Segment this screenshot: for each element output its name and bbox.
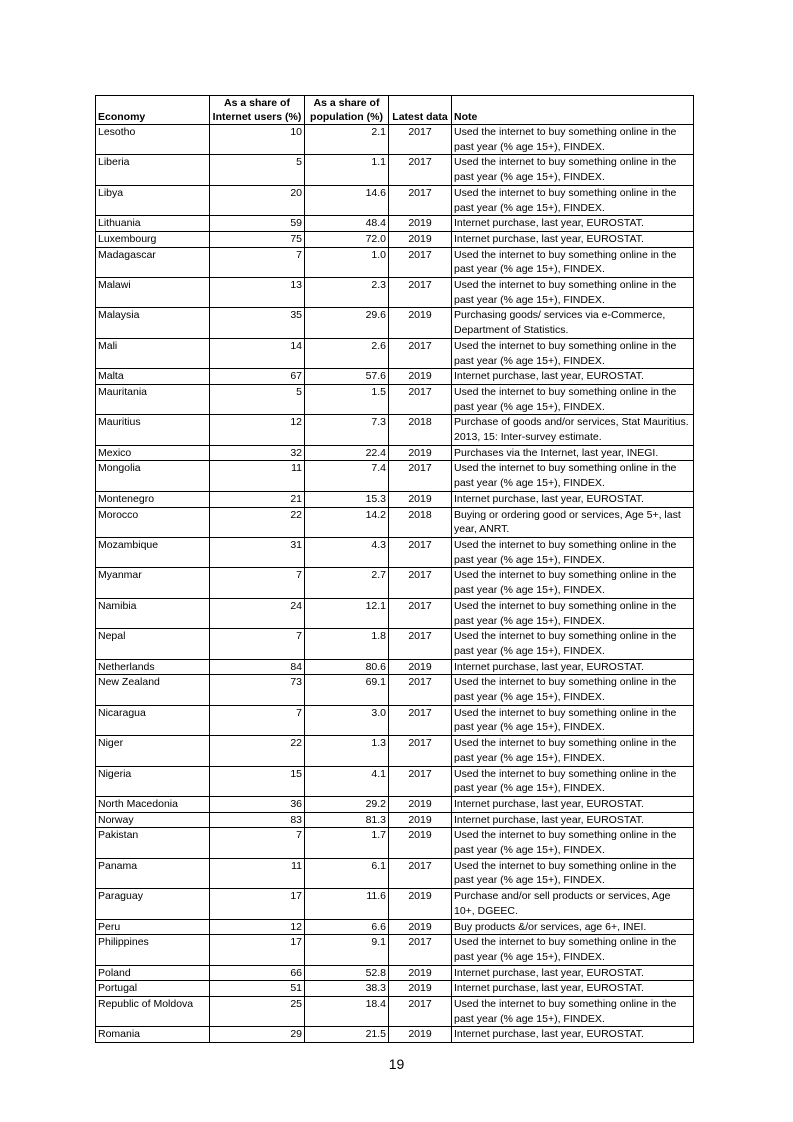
cell-internet-users-share: 5	[210, 155, 305, 185]
cell-note: Used the internet to buy something online in the past year (% age 15+), FINDEX.	[452, 766, 694, 796]
cell-population-share: 1.1	[305, 155, 389, 185]
cell-note: Internet purchase, last year, EUROSTAT.	[452, 796, 694, 812]
cell-population-share: 14.2	[305, 507, 389, 537]
cell-internet-users-share: 29	[210, 1027, 305, 1043]
page-content	[95, 95, 693, 1043]
table-row	[96, 981, 694, 997]
cell-economy: Luxembourg	[96, 231, 210, 247]
table-row	[96, 965, 694, 981]
cell-internet-users-share: 83	[210, 812, 305, 828]
cell-economy: North Macedonia	[96, 796, 210, 812]
cell-internet-users-share: 32	[210, 445, 305, 461]
cell-latest-data: 2017	[389, 247, 452, 277]
cell-note: Used the internet to buy something online in the past year (% age 15+), FINDEX.	[452, 629, 694, 659]
table-row	[96, 278, 694, 308]
table-row	[96, 1027, 694, 1043]
cell-note: Internet purchase, last year, EUROSTAT.	[452, 369, 694, 385]
cell-latest-data: 2017	[389, 384, 452, 414]
cell-economy: Netherlands	[96, 659, 210, 675]
cell-note: Used the internet to buy something online in the past year (% age 15+), FINDEX.	[452, 125, 694, 155]
cell-latest-data: 2017	[389, 935, 452, 965]
cell-population-share: 3.0	[305, 705, 389, 735]
cell-latest-data: 2017	[389, 537, 452, 567]
cell-economy: Libya	[96, 185, 210, 215]
cell-note: Used the internet to buy something online in the past year (% age 15+), FINDEX.	[452, 997, 694, 1027]
cell-internet-users-share: 35	[210, 308, 305, 338]
cell-latest-data: 2018	[389, 415, 452, 445]
cell-internet-users-share: 5	[210, 384, 305, 414]
cell-latest-data: 2017	[389, 568, 452, 598]
cell-economy: Panama	[96, 858, 210, 888]
cell-internet-users-share: 13	[210, 278, 305, 308]
cell-economy: Nepal	[96, 629, 210, 659]
cell-latest-data: 2017	[389, 278, 452, 308]
cell-population-share: 81.3	[305, 812, 389, 828]
table-row	[96, 889, 694, 919]
cell-population-share: 80.6	[305, 659, 389, 675]
table-row	[96, 537, 694, 567]
cell-latest-data: 2019	[389, 965, 452, 981]
table-row	[96, 568, 694, 598]
cell-latest-data: 2017	[389, 997, 452, 1027]
table-row	[96, 155, 694, 185]
cell-population-share: 2.7	[305, 568, 389, 598]
cell-economy: Republic of Moldova	[96, 997, 210, 1027]
cell-economy: Niger	[96, 736, 210, 766]
table-row	[96, 675, 694, 705]
cell-internet-users-share: 7	[210, 247, 305, 277]
cell-internet-users-share: 21	[210, 491, 305, 507]
cell-economy: Madagascar	[96, 247, 210, 277]
cell-note: Internet purchase, last year, EUROSTAT.	[452, 981, 694, 997]
cell-note: Internet purchase, last year, EUROSTAT.	[452, 812, 694, 828]
cell-economy: Romania	[96, 1027, 210, 1043]
cell-latest-data: 2017	[389, 155, 452, 185]
table-row	[96, 766, 694, 796]
cell-population-share: 52.8	[305, 965, 389, 981]
cell-latest-data: 2019	[389, 1027, 452, 1043]
cell-latest-data: 2019	[389, 889, 452, 919]
cell-note: Internet purchase, last year, EUROSTAT.	[452, 659, 694, 675]
cell-latest-data: 2017	[389, 338, 452, 368]
cell-economy: Namibia	[96, 598, 210, 628]
header-internet-users	[210, 96, 305, 125]
cell-note: Used the internet to buy something online in the past year (% age 15+), FINDEX.	[452, 736, 694, 766]
cell-latest-data: 2019	[389, 231, 452, 247]
cell-economy: Peru	[96, 919, 210, 935]
cell-population-share: 21.5	[305, 1027, 389, 1043]
cell-population-share: 48.4	[305, 216, 389, 232]
cell-population-share: 2.3	[305, 278, 389, 308]
cell-internet-users-share: 17	[210, 889, 305, 919]
cell-population-share: 18.4	[305, 997, 389, 1027]
cell-note: Internet purchase, last year, EUROSTAT.	[452, 965, 694, 981]
cell-latest-data: 2019	[389, 828, 452, 858]
cell-population-share: 29.2	[305, 796, 389, 812]
cell-population-share: 29.6	[305, 308, 389, 338]
cell-note: Used the internet to buy something online in the past year (% age 15+), FINDEX.	[452, 828, 694, 858]
cell-internet-users-share: 25	[210, 997, 305, 1027]
cell-population-share: 4.1	[305, 766, 389, 796]
cell-latest-data: 2019	[389, 659, 452, 675]
header-population	[305, 96, 389, 125]
cell-internet-users-share: 20	[210, 185, 305, 215]
cell-economy: Malawi	[96, 278, 210, 308]
table-row	[96, 736, 694, 766]
cell-population-share: 1.0	[305, 247, 389, 277]
cell-internet-users-share: 22	[210, 507, 305, 537]
cell-latest-data: 2017	[389, 705, 452, 735]
table-row	[96, 812, 694, 828]
cell-population-share: 69.1	[305, 675, 389, 705]
cell-note: Purchase and/or sell products or services, Age 10+, DGEEC.	[452, 889, 694, 919]
cell-latest-data: 2017	[389, 461, 452, 491]
cell-population-share: 9.1	[305, 935, 389, 965]
cell-internet-users-share: 59	[210, 216, 305, 232]
cell-economy: Mozambique	[96, 537, 210, 567]
table-row	[96, 445, 694, 461]
cell-internet-users-share: 22	[210, 736, 305, 766]
table-row	[96, 828, 694, 858]
table-row	[96, 935, 694, 965]
cell-internet-users-share: 67	[210, 369, 305, 385]
cell-internet-users-share: 11	[210, 858, 305, 888]
table-row	[96, 125, 694, 155]
cell-note: Buy products &/or services, age 6+, INEI.	[452, 919, 694, 935]
cell-note: Used the internet to buy something online in the past year (% age 15+), FINDEX.	[452, 537, 694, 567]
table-row	[96, 796, 694, 812]
cell-note: Internet purchase, last year, EUROSTAT.	[452, 1027, 694, 1043]
table-row	[96, 231, 694, 247]
cell-economy: Myanmar	[96, 568, 210, 598]
cell-note: Used the internet to buy something online in the past year (% age 15+), FINDEX.	[452, 935, 694, 965]
cell-internet-users-share: 15	[210, 766, 305, 796]
cell-note: Used the internet to buy something online in the past year (% age 15+), FINDEX.	[452, 278, 694, 308]
cell-economy: Norway	[96, 812, 210, 828]
cell-economy: Liberia	[96, 155, 210, 185]
cell-population-share: 4.3	[305, 537, 389, 567]
cell-internet-users-share: 7	[210, 705, 305, 735]
table-row	[96, 491, 694, 507]
table-row	[96, 308, 694, 338]
cell-economy: Montenegro	[96, 491, 210, 507]
cell-economy: Pakistan	[96, 828, 210, 858]
cell-note: Used the internet to buy something online in the past year (% age 15+), FINDEX.	[452, 675, 694, 705]
cell-internet-users-share: 7	[210, 828, 305, 858]
table-row	[96, 461, 694, 491]
cell-economy: New Zealand	[96, 675, 210, 705]
cell-internet-users-share: 12	[210, 919, 305, 935]
table-row	[96, 507, 694, 537]
cell-population-share: 38.3	[305, 981, 389, 997]
cell-note: Used the internet to buy something online in the past year (% age 15+), FINDEX.	[452, 185, 694, 215]
header-internet-users-text: As a share of Internet users (%)	[212, 97, 302, 123]
cell-note: Purchase of goods and/or services, Stat Mauritius. 2013, 15: Inter-survey estimate.	[452, 415, 694, 445]
cell-internet-users-share: 84	[210, 659, 305, 675]
cell-population-share: 1.7	[305, 828, 389, 858]
cell-latest-data: 2017	[389, 858, 452, 888]
cell-latest-data: 2017	[389, 736, 452, 766]
cell-note: Purchases via the Internet, last year, INEGI.	[452, 445, 694, 461]
cell-latest-data: 2019	[389, 919, 452, 935]
cell-note: Buying or ordering good or services, Age 5+, last year, ANRT.	[452, 507, 694, 537]
cell-economy: Mauritius	[96, 415, 210, 445]
cell-internet-users-share: 12	[210, 415, 305, 445]
cell-population-share: 12.1	[305, 598, 389, 628]
cell-latest-data: 2018	[389, 507, 452, 537]
cell-population-share: 15.3	[305, 491, 389, 507]
cell-population-share: 7.3	[305, 415, 389, 445]
cell-note: Purchasing goods/ services via e-Commerce, Department of Statistics.	[452, 308, 694, 338]
cell-latest-data: 2017	[389, 185, 452, 215]
cell-internet-users-share: 73	[210, 675, 305, 705]
table-row	[96, 247, 694, 277]
cell-latest-data: 2017	[389, 675, 452, 705]
header-latest-data: Latest data	[389, 96, 452, 125]
cell-note: Used the internet to buy something online in the past year (% age 15+), FINDEX.	[452, 384, 694, 414]
cell-population-share: 2.1	[305, 125, 389, 155]
cell-note: Internet purchase, last year, EUROSTAT.	[452, 231, 694, 247]
cell-internet-users-share: 51	[210, 981, 305, 997]
cell-latest-data: 2019	[389, 308, 452, 338]
header-economy: Economy	[96, 96, 210, 125]
cell-note: Internet purchase, last year, EUROSTAT.	[452, 216, 694, 232]
cell-latest-data: 2019	[389, 981, 452, 997]
table-row	[96, 216, 694, 232]
cell-population-share: 1.5	[305, 384, 389, 414]
table-row	[96, 598, 694, 628]
cell-latest-data: 2017	[389, 629, 452, 659]
header-note: Note	[452, 96, 694, 125]
cell-economy: Lithuania	[96, 216, 210, 232]
table-row	[96, 705, 694, 735]
cell-note: Used the internet to buy something online in the past year (% age 15+), FINDEX.	[452, 705, 694, 735]
cell-population-share: 14.6	[305, 185, 389, 215]
ecommerce-table	[95, 95, 694, 1043]
cell-economy: Lesotho	[96, 125, 210, 155]
cell-note: Internet purchase, last year, EUROSTAT.	[452, 491, 694, 507]
cell-economy: Poland	[96, 965, 210, 981]
table-row	[96, 384, 694, 414]
cell-latest-data: 2019	[389, 796, 452, 812]
cell-economy: Mongolia	[96, 461, 210, 491]
cell-economy: Nigeria	[96, 766, 210, 796]
table-row	[96, 659, 694, 675]
cell-economy: Malta	[96, 369, 210, 385]
cell-note: Used the internet to buy something online in the past year (% age 15+), FINDEX.	[452, 461, 694, 491]
cell-economy: Mauritania	[96, 384, 210, 414]
cell-internet-users-share: 7	[210, 629, 305, 659]
cell-population-share: 6.1	[305, 858, 389, 888]
page-number: 19	[388, 1056, 405, 1072]
cell-internet-users-share: 24	[210, 598, 305, 628]
cell-internet-users-share: 10	[210, 125, 305, 155]
cell-internet-users-share: 75	[210, 231, 305, 247]
cell-internet-users-share: 17	[210, 935, 305, 965]
cell-population-share: 1.3	[305, 736, 389, 766]
cell-note: Used the internet to buy something online in the past year (% age 15+), FINDEX.	[452, 598, 694, 628]
cell-latest-data: 2017	[389, 598, 452, 628]
cell-latest-data: 2019	[389, 812, 452, 828]
cell-economy: Malaysia	[96, 308, 210, 338]
table-row	[96, 185, 694, 215]
cell-economy: Mexico	[96, 445, 210, 461]
header-row	[96, 96, 694, 125]
cell-note: Used the internet to buy something online in the past year (% age 15+), FINDEX.	[452, 155, 694, 185]
cell-economy: Mali	[96, 338, 210, 368]
table-row	[96, 629, 694, 659]
cell-note: Used the internet to buy something online in the past year (% age 15+), FINDEX.	[452, 247, 694, 277]
cell-latest-data: 2017	[389, 766, 452, 796]
cell-economy: Morocco	[96, 507, 210, 537]
cell-latest-data: 2017	[389, 125, 452, 155]
cell-internet-users-share: 14	[210, 338, 305, 368]
cell-latest-data: 2019	[389, 216, 452, 232]
header-population-text: As a share of population (%)	[310, 97, 383, 123]
cell-latest-data: 2019	[389, 445, 452, 461]
table-row	[96, 997, 694, 1027]
cell-note: Used the internet to buy something online in the past year (% age 15+), FINDEX.	[452, 568, 694, 598]
cell-latest-data: 2019	[389, 491, 452, 507]
cell-population-share: 72.0	[305, 231, 389, 247]
cell-internet-users-share: 36	[210, 796, 305, 812]
table-row	[96, 858, 694, 888]
cell-population-share: 7.4	[305, 461, 389, 491]
cell-population-share: 11.6	[305, 889, 389, 919]
cell-economy: Portugal	[96, 981, 210, 997]
cell-economy: Paraguay	[96, 889, 210, 919]
cell-internet-users-share: 31	[210, 537, 305, 567]
cell-note: Used the internet to buy something online in the past year (% age 15+), FINDEX.	[452, 338, 694, 368]
cell-population-share: 2.6	[305, 338, 389, 368]
cell-population-share: 57.6	[305, 369, 389, 385]
cell-note: Used the internet to buy something online in the past year (% age 15+), FINDEX.	[452, 858, 694, 888]
cell-internet-users-share: 66	[210, 965, 305, 981]
table-body	[96, 125, 694, 1043]
table-row	[96, 338, 694, 368]
cell-internet-users-share: 11	[210, 461, 305, 491]
cell-internet-users-share: 7	[210, 568, 305, 598]
table-row	[96, 369, 694, 385]
table-row	[96, 919, 694, 935]
cell-population-share: 6.6	[305, 919, 389, 935]
cell-economy: Philippines	[96, 935, 210, 965]
cell-economy: Nicaragua	[96, 705, 210, 735]
cell-population-share: 1.8	[305, 629, 389, 659]
cell-latest-data: 2019	[389, 369, 452, 385]
table-row	[96, 415, 694, 445]
cell-population-share: 22.4	[305, 445, 389, 461]
